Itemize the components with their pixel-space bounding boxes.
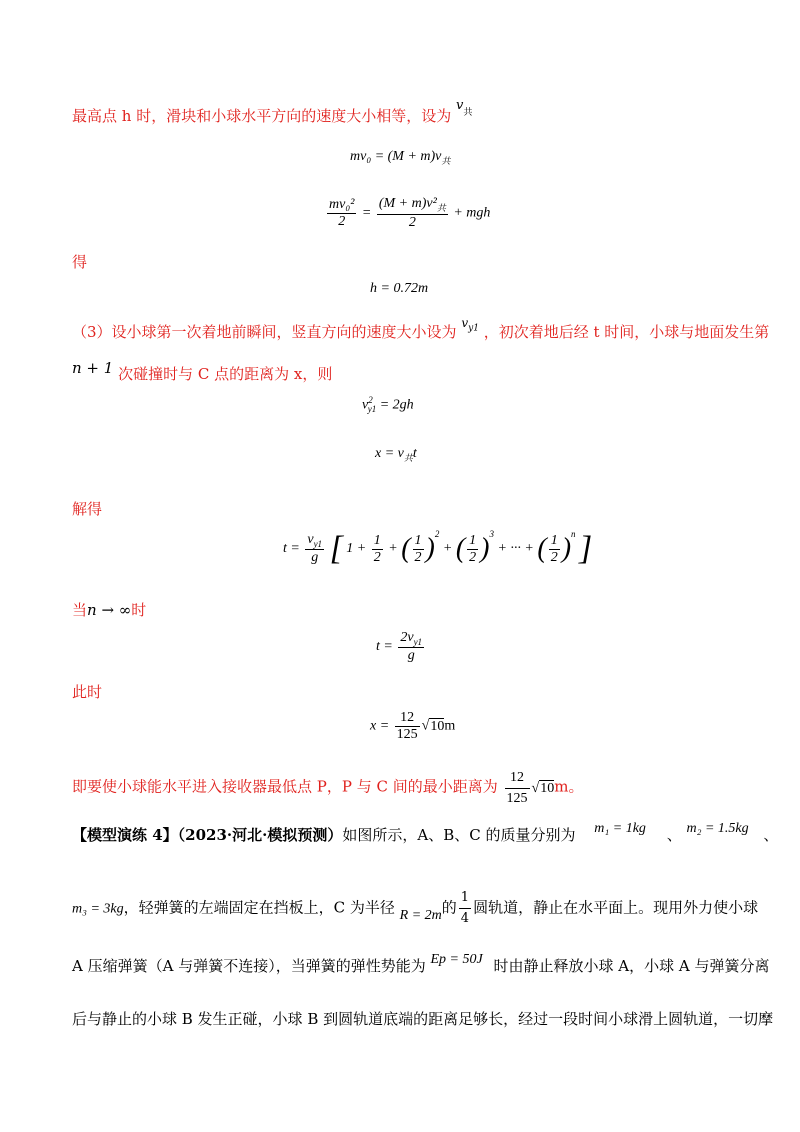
text-jiede: 解得 xyxy=(72,500,103,518)
equation-t-limit: t = $\frac{2v_{y1}}{g}$ xyxy=(376,630,423,663)
problem-source: （2023·河北·模拟预测） xyxy=(177,826,343,844)
text-limit: 当n → ∞时 xyxy=(72,601,147,619)
text-segment: 最高点 h 时，滑块和小球水平方向的速度大小相等，设为 xyxy=(72,107,452,125)
equation-t-series: t = $\frac{v_{y1}}{g}$ [ 1 + $\frac{1}{2}$ + ( $\frac{1}{2}$ )$^2$ + ( $\frac{1}{2}$ )$^3$ + ··· + ( $\frac{1}{2}$ )$^n$ ] xyxy=(283,528,593,567)
equation-vy1: $v^2_{y1} = 2gh$ xyxy=(362,395,414,415)
variable-v: v xyxy=(455,98,464,113)
problem-4-line3: A 压缩弹簧（A 与弹簧不连接），当弹簧的弹性势能为 Ep = 50J 时由静止释放小球 A，小球 A 与弹簧分离 xyxy=(72,952,770,975)
solution-conclusion: 即要使小球能水平进入接收器最低点 P，P 与 C 间的最小距离为 $\frac{12}{125}$ √10m。 xyxy=(72,770,584,806)
equation-momentum: $mv_0 = (M + m)v_共$ xyxy=(350,149,451,166)
text-de: 得 xyxy=(72,253,88,271)
text-cishi: 此时 xyxy=(72,683,103,701)
problem-4-line4: 后与静止的小球 B 发生正碰，小球 B 到圆轨道底端的距离足够长，经过一段时间小球滑上圆轨道，一切摩 xyxy=(72,1010,774,1028)
problem-4-line2: m₃ = 3kg，轻弹簧的左端固定在挡板上，C 为半径 R = 2m的 $\frac{1}{4}$ 圆轨道，静止在水平面上。现用外力使小球 xyxy=(72,890,759,926)
equation-x-result: x = $\frac{12}{125}$ √10m xyxy=(370,710,456,742)
problem-4-line1: 【模型演练 4】（2023·河北·模拟预测）如图所示，A、B、C 的质量分别为 m₁ = 1kg 、 m₂ = 1.5kg 、 xyxy=(72,821,779,844)
equation-energy: $\frac{\text{mv₀²}}{2}$ = $\frac{(M + m)v^2_共}{2}$ + mgh xyxy=(329,196,491,230)
solution-part3-line1: （3）设小球第一次着地前瞬间，竖直方向的速度大小设为 $^{v_{y1}}$ ，初次着地后经 t 时间，小球与地面发生第 xyxy=(72,316,770,341)
solution-line-1: 最高点 h 时，滑块和小球水平方向的速度大小相等，设为 $v_共$ xyxy=(72,98,473,125)
equation-h: h = 0.72m xyxy=(370,281,429,296)
solution-part3-line2: n + 1 次碰撞时与 C 点的距离为 x，则 xyxy=(72,359,333,383)
problem-tag: 【模型演练 4】 xyxy=(72,826,178,844)
equation-x: $x = v_共t$ xyxy=(375,446,417,463)
